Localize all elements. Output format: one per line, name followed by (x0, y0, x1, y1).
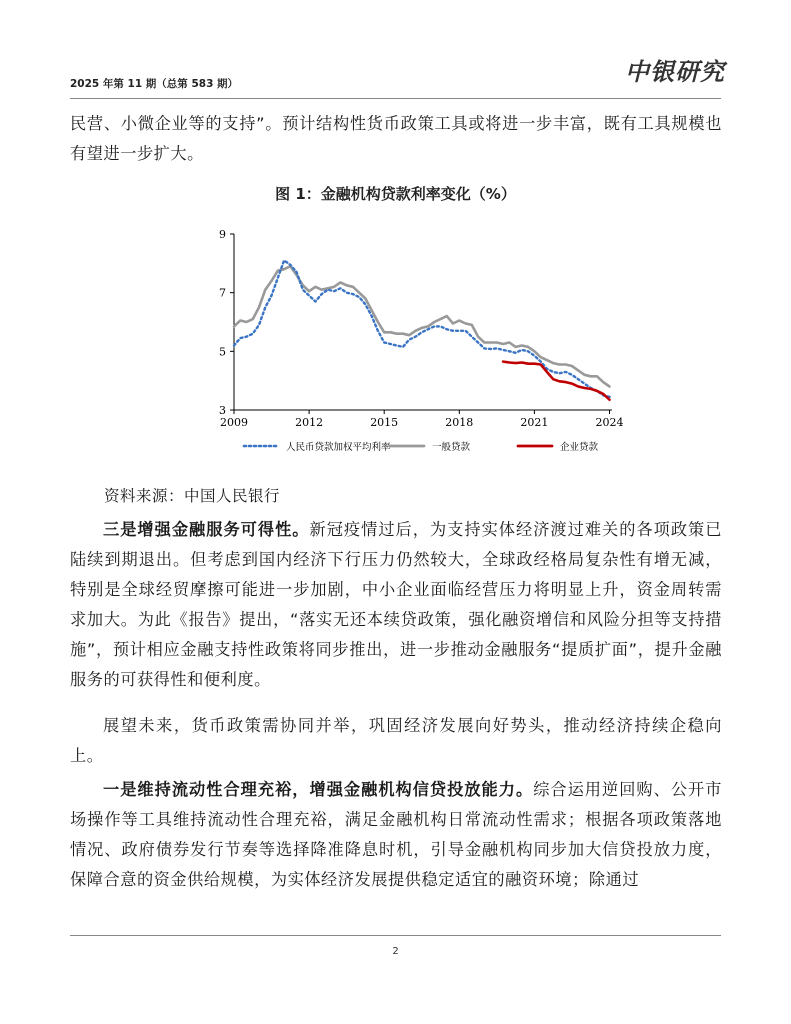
figure-title: 图 1：金融机构贷款利率变化（%） (275, 185, 516, 203)
legend-label-general: 一般贷款 (432, 442, 471, 453)
y-tick-label: 5 (219, 345, 226, 359)
x-tick-label: 2021 (520, 416, 549, 429)
footer-rule (70, 935, 721, 936)
boc-research-logo: 中银研究 (625, 57, 725, 86)
x-tick-label: 2015 (370, 416, 399, 429)
y-tick-label: 3 (219, 404, 226, 417)
page-number: 2 (392, 946, 399, 957)
x-tick-label: 2024 (595, 416, 624, 429)
paragraph-heading: 三是增强金融服务可得性。 (103, 520, 310, 539)
legend-label-enterprise: 企业贷款 (560, 442, 599, 453)
series-line-general (234, 266, 610, 386)
header-rule (70, 98, 721, 99)
x-tick-label: 2009 (220, 416, 248, 429)
series-line-enterprise (503, 362, 609, 400)
paragraph-outlook: 展望未来，货币政策需协同并举，巩固经济发展向好势头，推动经济持续企稳向上。 (70, 716, 722, 765)
chart-legend (244, 441, 599, 453)
paragraph-financial-services (70, 515, 722, 695)
issue-number: 2025 年第 11 期（总第 583 期） (70, 78, 239, 90)
legend-label-weighted: 人民币贷款加权平均利率 (286, 442, 391, 453)
paragraph-body: 新冠疫情过后，为支持实体经济渡过难关的各项政策已陆续到期退出。但考虑到国内经济下行压力仍然较大，全球政经格局复杂性有增无减，特别是全球经贸摩擦可能进一步加剧，中小企业面临经营压力将明显上升，资金周转需求加大。为此《报告》提出，“落实无还本续贷政策，强化融资增信和风险分担等支持措施”，预计相应金融支持性政策将同步推出，进一步推动金融服务“提质扩面”，提升金融服务的可获得性和便利度。 (70, 520, 722, 689)
y-tick-label: 9 (219, 228, 226, 241)
loan-rate-line-chart (200, 222, 630, 462)
paragraph-continuation: 民营、小微企业等的支持”。预计结构性货币政策工具或将进一步丰富，既有工具规模也有望进一步扩大。 (70, 114, 722, 163)
paragraph-body: 综合运用逆回购、公开市场操作等工具维持流动性合理充裕，满足金融机构日常流动性需求；根据各项政策落地情况、政府债券发行节奏等选择降准降息时机，引导金融机构同步加大信贷投放力度，保障合意的资金供给规模，为实体经济发展提供稳定适宜的融资环境；除通过 (70, 780, 722, 889)
figure-source: 资料来源：中国人民银行 (104, 487, 281, 505)
x-tick-label: 2012 (295, 416, 324, 429)
paragraph-heading: 一是维持流动性合理充裕，增强金融机构信贷投放能力。 (103, 780, 534, 799)
paragraph-liquidity (70, 775, 722, 895)
x-tick-label: 2018 (445, 416, 474, 429)
y-tick-label: 7 (219, 286, 226, 300)
chart-series (234, 260, 610, 399)
